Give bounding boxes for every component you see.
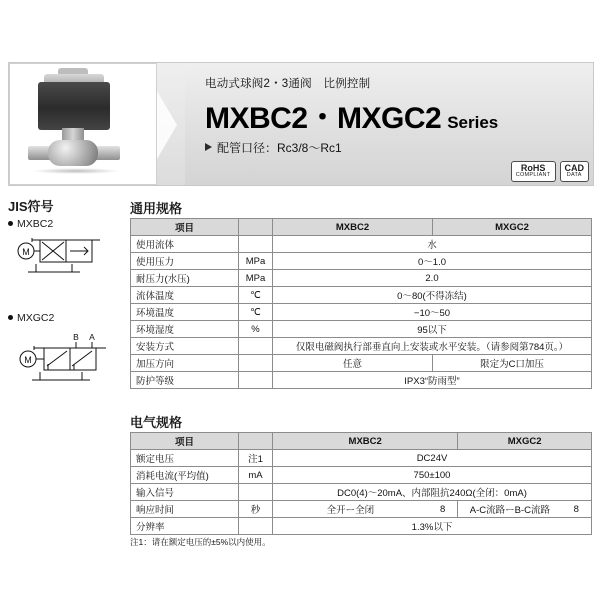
table-row: 防护等级 IPX3“防雨型” xyxy=(131,372,592,389)
pipe-size-text: 配管口径：Rc3/8〜Rc1 xyxy=(217,141,342,155)
jis-symbol-mxgc2 xyxy=(14,330,124,390)
jis-item-label-mxgc2: MXGC2 xyxy=(8,312,54,324)
table-row: 使用压力 MPa 0〜1.0 xyxy=(131,253,592,270)
cad-badge-label: CAD xyxy=(564,162,584,173)
col-item: 项目 xyxy=(131,433,239,450)
port-label-b: B xyxy=(73,332,79,342)
table-row: 响应时间 秒 全开ー全闭 8 A-C流路ーB-C流路 8 xyxy=(131,501,592,518)
series-word: Series xyxy=(447,113,499,132)
rohs-badge-label: RoHS xyxy=(520,162,546,173)
col-mxbc2: MXBC2 xyxy=(273,219,433,236)
col-mxgc2: MXGC2 xyxy=(458,433,592,450)
triangle-bullet-icon xyxy=(205,143,212,151)
col-mxbc2: MXBC2 xyxy=(273,433,458,450)
port-label-a: A xyxy=(89,332,95,342)
header-arrow-decoration xyxy=(157,63,185,185)
valve-ball-shape xyxy=(48,140,98,166)
cad-badge-sub: DATA xyxy=(566,172,582,179)
svg-text:M: M xyxy=(22,247,30,257)
general-spec-title: 通用规格 xyxy=(130,201,183,216)
valve-shadow-shape xyxy=(32,168,120,174)
col-item: 项目 xyxy=(131,219,239,236)
product-header xyxy=(8,62,594,186)
cad-badge xyxy=(560,161,590,182)
table-row: 流体温度 ℃ 0〜80(不得冻结) xyxy=(131,287,592,304)
jis-item-label-mxbc2: MXBC2 xyxy=(8,218,53,230)
valve-actuator-shape xyxy=(38,82,110,130)
header-subtitle: 电动式球阀2・3通阀 比例控制 xyxy=(205,78,371,90)
table-row: 使用流体 水 xyxy=(131,236,592,253)
product-series-name: MXBC2・MXGC2 xyxy=(205,102,442,135)
round-bullet-icon xyxy=(8,315,13,320)
table-row: 环境温度 ℃ −10〜50 xyxy=(131,304,592,321)
header-bullet-line xyxy=(205,139,342,156)
rohs-badge-sub: COMPLIANT xyxy=(515,172,551,179)
col-unit xyxy=(239,433,273,450)
round-bullet-icon xyxy=(8,221,13,226)
col-unit xyxy=(239,219,273,236)
rohs-badge xyxy=(511,161,556,182)
table-row: 分辨率 1.3%以下 xyxy=(131,518,592,535)
page-title xyxy=(205,93,498,137)
electrical-spec-title: 电气规格 xyxy=(130,415,183,430)
table-row: 额定电压 注1 DC24V xyxy=(131,450,592,467)
electrical-footnote: 注1：请在额定电压的±5%以内使用。 xyxy=(130,537,271,547)
table-row: 消耗电流(平均值) mA 750±100 xyxy=(131,467,592,484)
table-header-row xyxy=(131,433,592,450)
col-mxgc2: MXGC2 xyxy=(433,219,592,236)
jis-symbol-mxbc2 xyxy=(14,234,110,282)
table-header-row xyxy=(131,219,592,236)
table-row: 加压方向 任意 限定为C口加压 xyxy=(131,355,592,372)
product-photo xyxy=(9,63,157,185)
jis-section-title: JIS符号 xyxy=(8,199,54,214)
electrical-spec-table xyxy=(130,432,592,535)
svg-text:M: M xyxy=(24,355,32,365)
table-row: 环境湿度 % 95以下 xyxy=(131,321,592,338)
table-row: 输入信号 DC0(4)〜20mA、内部阻抗240Ω(全闭：0mA) xyxy=(131,484,592,501)
general-spec-table xyxy=(130,218,592,389)
badge-group xyxy=(511,161,589,182)
table-row: 耐压力(水压) MPa 2.0 xyxy=(131,270,592,287)
table-row: 安装方式 仅限电磁阀执行部垂直向上安装或水平安装。（请参阅第784页。） xyxy=(131,338,592,355)
